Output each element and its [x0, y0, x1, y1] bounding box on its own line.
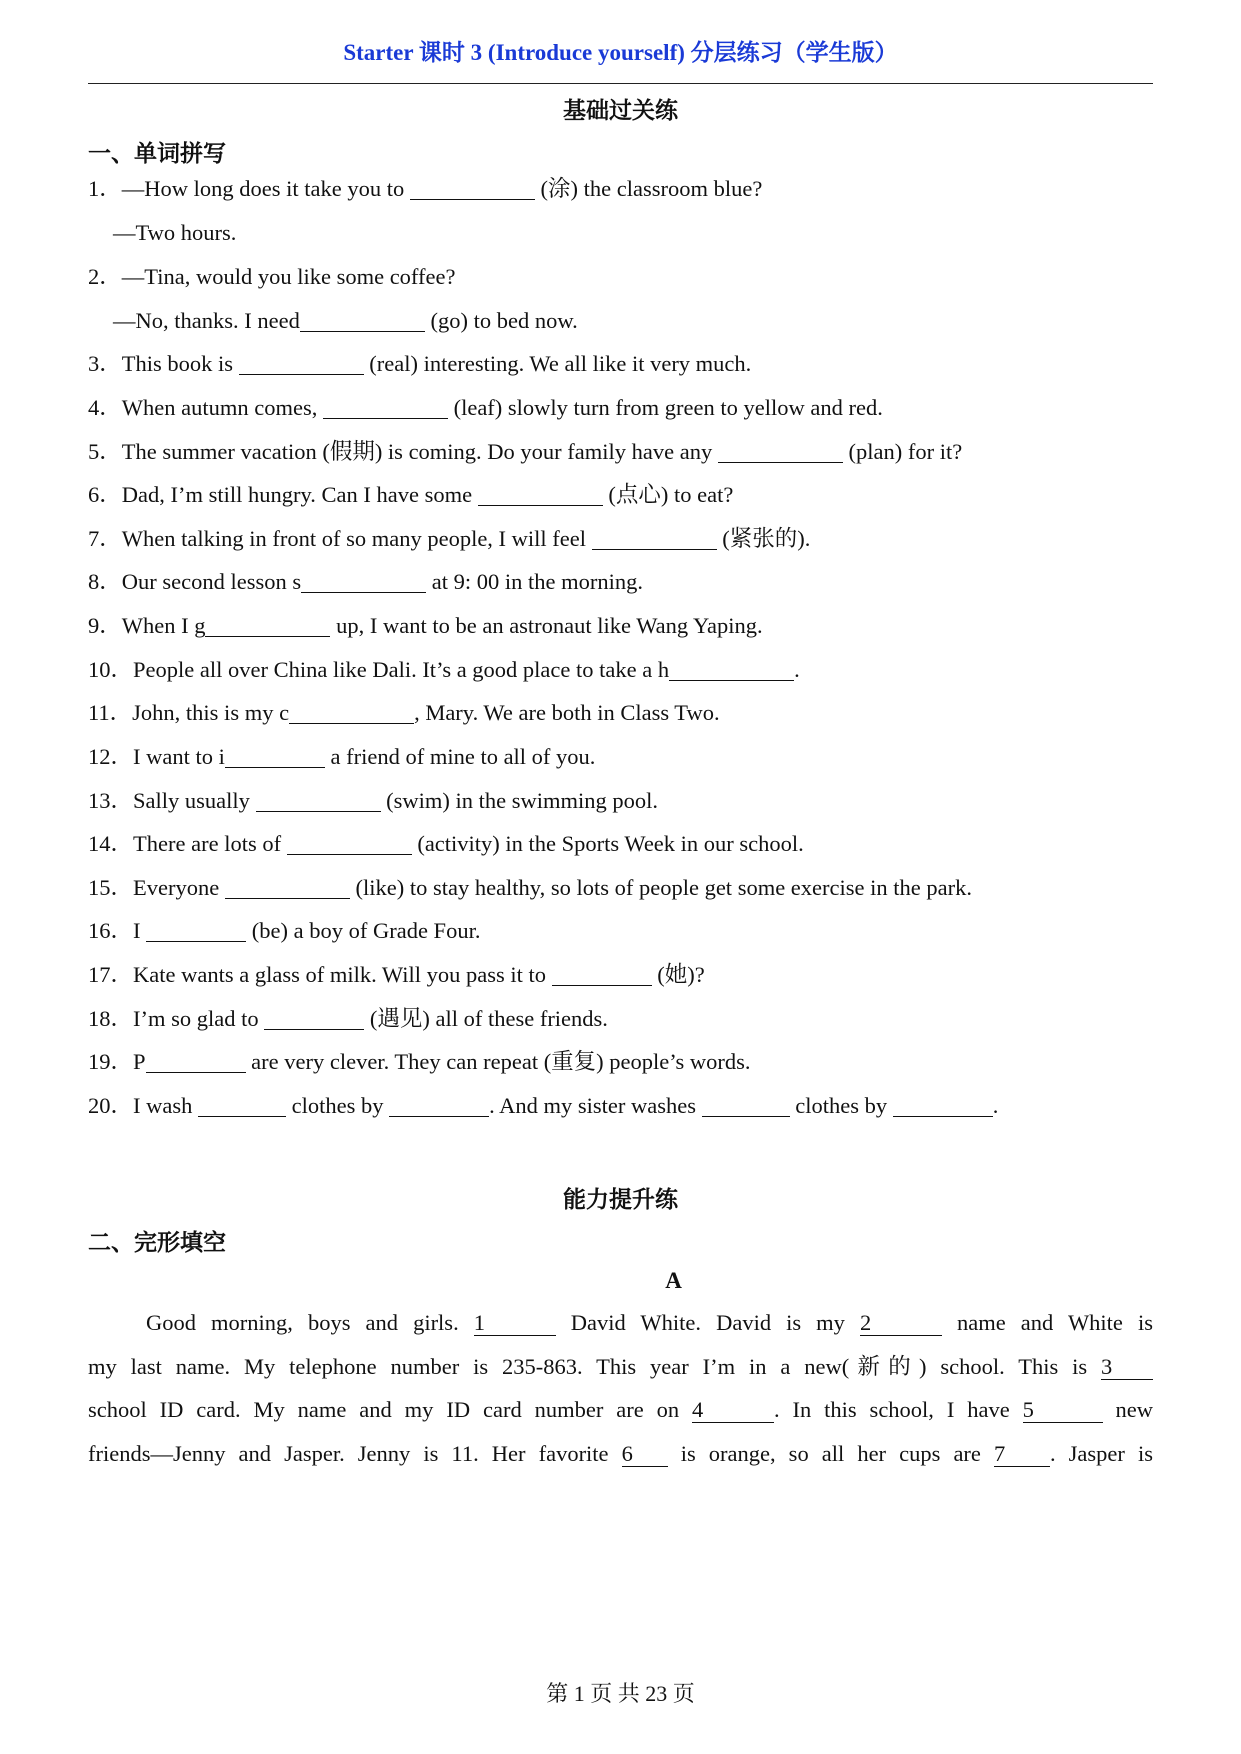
page-footer: 第 1 页 共 23 页	[546, 1681, 695, 1706]
answer-blank[interactable]	[300, 307, 425, 332]
answer-blank[interactable]	[702, 1092, 790, 1117]
cloze-passage	[88, 1307, 1153, 1647]
exercise-text: (be) a boy of Grade Four.	[246, 918, 481, 943]
exercise-text: Kate wants a glass of milk. Will you pass it to	[133, 962, 552, 987]
exercise-number: 14．	[88, 831, 134, 856]
exercise-number: 19．	[88, 1049, 134, 1074]
exercise-9	[88, 610, 1168, 642]
exercise-number: 5．	[88, 439, 122, 464]
exercise-number: 11．	[88, 700, 133, 725]
cloze-blank-6[interactable]: 6	[622, 1442, 668, 1467]
answer-blank[interactable]	[287, 830, 412, 855]
exercise-text: up, I want to be an astronaut like Wang Yaping.	[330, 613, 763, 638]
exercise-text: I’m so glad to	[133, 1006, 265, 1031]
exercise-text: clothes by	[286, 1093, 390, 1118]
passage-line	[88, 1394, 1153, 1426]
exercise-1	[88, 173, 1168, 205]
section-title-basic: 基础过关练	[563, 98, 678, 123]
answer-blank[interactable]	[289, 699, 414, 724]
exercise-number: 6．	[88, 482, 122, 507]
exercise-text: (like) to stay healthy, so lots of people get some exercise in the park.	[349, 875, 972, 900]
exercise-number: 20．	[88, 1093, 134, 1118]
exercise-text: at 9: 00 in the morning.	[426, 569, 643, 594]
exercise-4	[88, 392, 1168, 424]
exercise-text: a friend of mine to all of you.	[324, 744, 596, 769]
exercise-number: 3．	[88, 351, 122, 376]
answer-blank[interactable]	[205, 612, 330, 637]
exercise-text: . And my sister washes	[489, 1093, 702, 1118]
exercise-number: 13．	[88, 788, 134, 813]
cloze-blank-2[interactable]: 2	[860, 1311, 942, 1336]
passage-text: . In this school, I have	[773, 1397, 1023, 1422]
exercise-text: Sally usually	[133, 788, 256, 813]
exercise-text: —Tina, would you like some coffee?	[121, 264, 456, 289]
exercise-2	[88, 261, 1168, 293]
passage-text: is orange, so all her cups are	[667, 1441, 994, 1466]
exercise-number: 8．	[88, 569, 122, 594]
passage-text: my last name. My telephone number is 235-863. This year I’m in a new(新的) school. This is	[88, 1354, 1101, 1379]
exercise-12	[88, 741, 1168, 773]
exercise-8	[88, 566, 1168, 598]
exercise-number: 17．	[88, 962, 134, 987]
cloze-blank-7[interactable]: 7	[994, 1442, 1050, 1467]
exercise-text: I wash	[133, 1093, 198, 1118]
answer-blank[interactable]	[410, 175, 535, 200]
exercise-13	[88, 785, 1168, 817]
exercise-number: 12．	[88, 744, 134, 769]
exercise-text: (real) interesting. We all like it very much.	[363, 351, 752, 376]
exercise-text: This book is	[121, 351, 239, 376]
passage-text: school ID card. My name and my ID card number are on	[88, 1397, 692, 1422]
answer-blank[interactable]	[198, 1092, 286, 1117]
exercise-number: 15．	[88, 875, 134, 900]
section-title-advanced: 能力提升练	[563, 1187, 678, 1212]
exercise-2-reply	[113, 305, 1193, 337]
exercise-5	[88, 436, 1168, 468]
answer-blank[interactable]	[239, 350, 364, 375]
exercise-text: There are lots of	[133, 831, 287, 856]
passage-text: David White. David is my	[555, 1310, 860, 1335]
exercise-number: 10．	[88, 657, 134, 682]
answer-blank[interactable]	[256, 787, 381, 812]
exercise-text: Dad, I’m still hungry. Can I have some	[121, 482, 478, 507]
answer-blank[interactable]	[893, 1092, 993, 1117]
exercise-text: I want to i	[133, 744, 225, 769]
exercise-14	[88, 828, 1168, 860]
answer-blank[interactable]	[225, 874, 350, 899]
exercise-text: I	[133, 918, 147, 943]
answer-blank[interactable]	[225, 743, 325, 768]
exercise-text: —No, thanks. I need	[113, 308, 300, 333]
exercise-6	[88, 479, 1168, 511]
answer-blank[interactable]	[301, 568, 426, 593]
exercise-text: (plan) for it?	[842, 439, 963, 464]
answer-blank[interactable]	[146, 917, 246, 942]
exercise-text: The summer vacation (假期) is coming. Do your family have any	[121, 439, 718, 464]
exercise-text: (紧张的).	[716, 526, 811, 551]
exercise-7	[88, 523, 1168, 555]
answer-blank[interactable]	[389, 1092, 489, 1117]
exercise-10	[88, 654, 1168, 686]
exercise-text: clothes by	[789, 1093, 893, 1118]
cloze-blank-3[interactable]: 3	[1101, 1355, 1153, 1380]
exercise-text: When autumn comes,	[121, 395, 323, 420]
part-heading-cloze: 二、完形填空	[88, 1230, 226, 1255]
exercise-text: —How long does it take you to	[121, 176, 410, 201]
answer-blank[interactable]	[669, 656, 794, 681]
exercise-text: , Mary. We are both in Class Two.	[414, 700, 720, 725]
exercise-text: John, this is my c	[132, 700, 290, 725]
exercise-text: People all over China like Dali. It’s a good place to take a h	[133, 657, 670, 682]
exercise-15	[88, 872, 1168, 904]
exercise-text: (点心) to eat?	[602, 482, 734, 507]
exercise-text: Everyone	[133, 875, 225, 900]
exercise-text: Our second lesson s	[121, 569, 302, 594]
exercise-number: 7．	[88, 526, 122, 551]
exercise-text: (go) to bed now.	[424, 308, 578, 333]
exercise-18	[88, 1003, 1168, 1035]
exercise-number: 9．	[88, 613, 122, 638]
cloze-blank-5[interactable]: 5	[1023, 1398, 1103, 1423]
exercise-text: .	[992, 1093, 999, 1118]
exercise-text: (她)?	[651, 962, 705, 987]
exercise-17	[88, 959, 1168, 991]
answer-blank[interactable]	[478, 481, 603, 506]
part-heading-spelling: 一、单词拼写	[88, 141, 226, 166]
passage-text: name and White is	[941, 1310, 1153, 1335]
answer-blank[interactable]	[264, 1005, 364, 1030]
exercise-number: 4．	[88, 395, 122, 420]
passage-line	[88, 1351, 1153, 1383]
exercise-text: P	[133, 1049, 146, 1074]
answer-blank[interactable]	[592, 525, 717, 550]
answer-blank[interactable]	[323, 394, 448, 419]
answer-blank[interactable]	[146, 1048, 246, 1073]
answer-blank[interactable]	[552, 961, 652, 986]
exercise-11	[88, 697, 1168, 729]
passage-line	[88, 1438, 1153, 1470]
exercise-text: When talking in front of so many people, I will feel	[121, 526, 592, 551]
exercise-text: (遇见) all of these friends.	[364, 1006, 608, 1031]
header-divider	[88, 83, 1153, 84]
cloze-blank-1[interactable]: 1	[474, 1311, 556, 1336]
exercise-3	[88, 348, 1168, 380]
exercise-text: are very clever. They can repeat (重复) people’s words.	[245, 1049, 751, 1074]
exercise-number: 16．	[88, 918, 134, 943]
exercise-text: (activity) in the Sports Week in our school.	[411, 831, 804, 856]
exercise-text: (涂) the classroom blue?	[534, 176, 763, 201]
exercise-text: (leaf) slowly turn from green to yellow and red.	[447, 395, 883, 420]
passage-text: new	[1102, 1397, 1153, 1422]
answer-blank[interactable]	[718, 438, 843, 463]
exercise-19	[88, 1046, 1168, 1078]
exercise-text: (swim) in the swimming pool.	[380, 788, 659, 813]
passage-text: Good morning, boys and girls.	[146, 1310, 474, 1335]
exercise-16	[88, 915, 1168, 947]
page-header-title: Starter 课时 3 (Introduce yourself) 分层练习（学生版）	[343, 40, 898, 65]
exercise-number: 1．	[88, 176, 122, 201]
passage-text: . Jasper is	[1049, 1441, 1153, 1466]
exercise-1-reply: —Two hours.	[113, 220, 237, 245]
exercise-20	[88, 1090, 1168, 1122]
cloze-blank-4[interactable]: 4	[692, 1398, 774, 1423]
passage-line	[88, 1307, 1153, 1339]
exercise-text: When I g	[121, 613, 206, 638]
passage-title: A	[665, 1268, 682, 1293]
passage-text: friends—Jenny and Jasper. Jenny is 11. Her favorite	[88, 1441, 622, 1466]
exercise-text: .	[794, 657, 800, 682]
exercise-number: 2．	[88, 264, 122, 289]
exercise-number: 18．	[88, 1006, 134, 1031]
